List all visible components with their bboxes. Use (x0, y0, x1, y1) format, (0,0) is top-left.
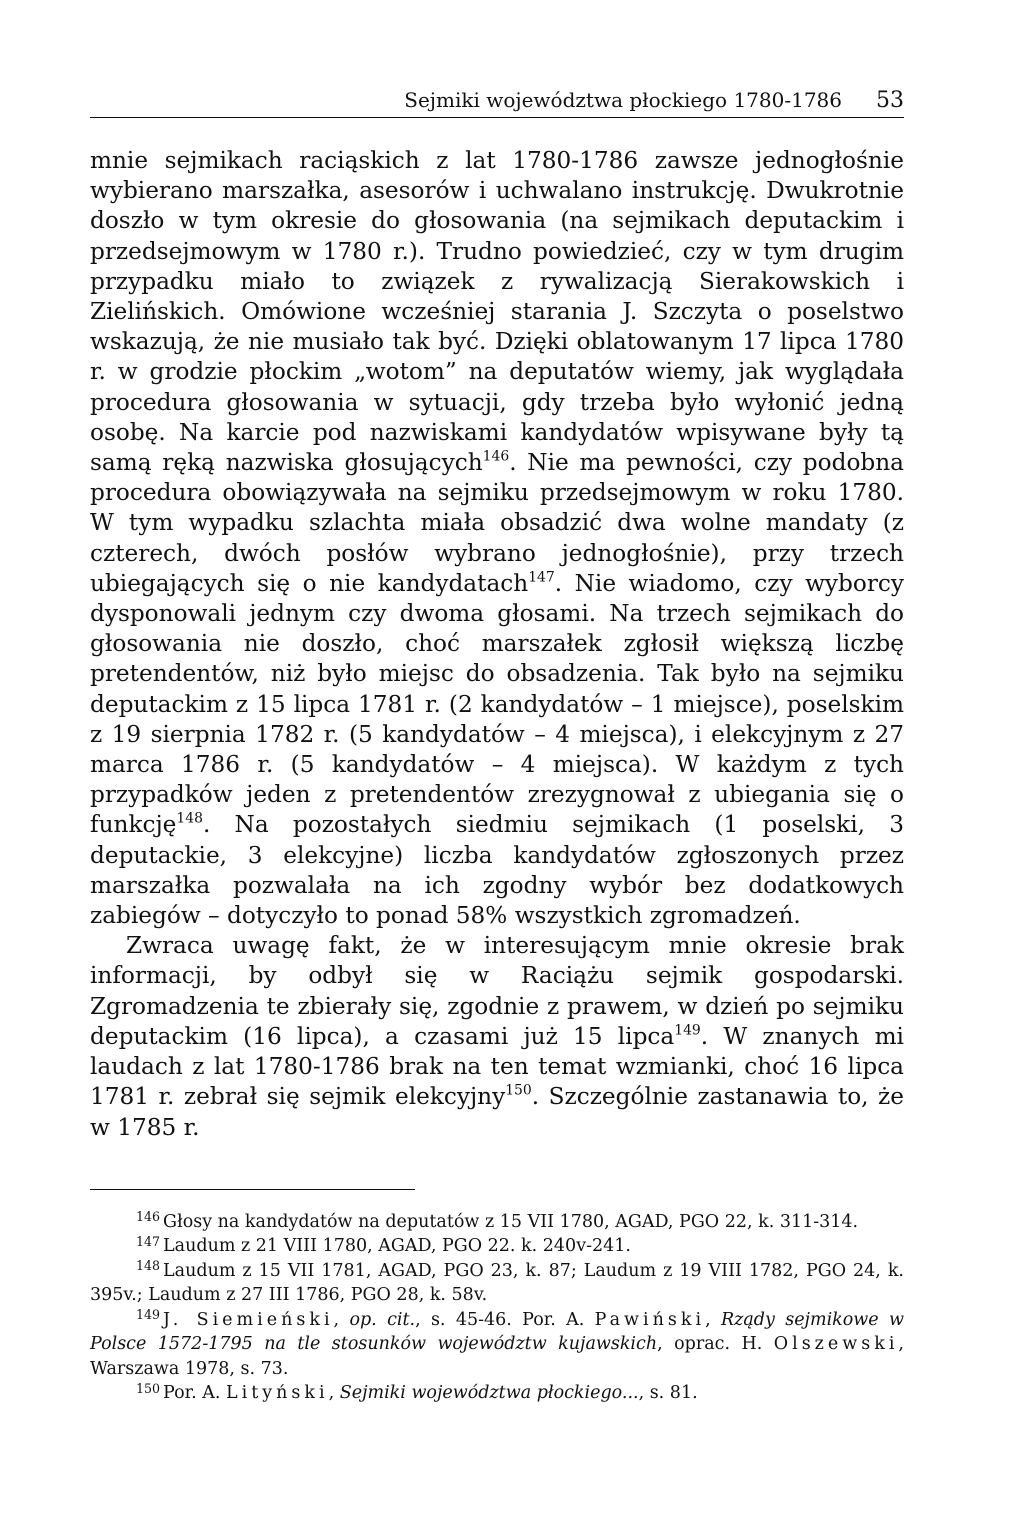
author-name: Olszewski (773, 1334, 899, 1355)
footnote-150 (90, 1381, 904, 1406)
footnote-147 (90, 1234, 904, 1259)
book-title: Rządy sejmikowe w Polsce 1572-1795 na tle stosunków województw kujawskich (90, 1309, 904, 1355)
footnote-ref-149[interactable]: 149 (674, 1022, 701, 1039)
footnote-text: Laudum z 21 VIII 1780, AGAD, PGO 22. k. 240v-241. (163, 1236, 631, 1257)
footnote-text: , (333, 1309, 350, 1330)
footnote-number: 147 (136, 1233, 161, 1249)
footnote-text: , (328, 1383, 340, 1404)
footnote-number: 146 (136, 1209, 161, 1225)
paragraph-1 (90, 146, 904, 931)
book-title: Sejmiki województwa płockiego... (339, 1383, 639, 1404)
page-number: 53 (876, 88, 904, 113)
citation-italic: op. cit. (349, 1309, 416, 1330)
footnote-ref-150[interactable]: 150 (505, 1082, 532, 1099)
footnote-number: 148 (136, 1258, 161, 1274)
footnote-146 (90, 1210, 904, 1235)
text-run: mnie sejmikach raciąskich z lat 1780-1786 zawsze jednogłośnie wybierano marszałka, asesorów i uchwalano instrukcję. Dwukrotnie doszło w tym okresie do głosowania (na sejmikach deputackim i przedsejmowym w 1780 r.). Trudno powiedzieć, czy w tym drugim przypadku miało to związek z rywalizacją Sierakowskich i Zielińskich. Omówione wcześniej starania J. Szczyta o poselstwo wskazują, że nie musiało tak być. Dzięki oblatowanym 17 lipca 1780 r. w grodzie płockim „wotom” na deputatów wiemy, jak wyglądała procedura głosowania w sytuacji, gdy trzeba było wyłonić jedną osobę. Na karcie pod nazwiskami kandydatów wpisywane były tą samą ręką nazwiska głosujących (90, 147, 904, 477)
footnote-text: , s. 45-46. Por. A. (415, 1309, 595, 1330)
footnotes (90, 1210, 904, 1406)
footnote-149 (90, 1308, 904, 1382)
footnote-text: Por. A. (163, 1383, 226, 1404)
footnote-ref-147[interactable]: 147 (528, 569, 555, 586)
footnote-text: Głosy na kandydatów na deputatów z 15 VII 1780, AGAD, PGO 22, k. 311-314. (163, 1211, 859, 1232)
text-run: . Nie ma pewności, czy podobna procedura obowiązywała na sejmiku przedsejmowym w roku 1780. W tym wypadku szlachta miała obsadzić dwa wolne mandaty (z czterech, dwóch posłów wybrano jednogłośnie), przy trzech ubiegających się o nie kandydatach (90, 449, 905, 597)
text-run: Zwraca uwagę fakt, że w interesującym mnie okresie brak informacji, by odbył się w Raciążu sejmik gospodarski. Zgromadzenia te zbierały się, zgodnie z prawem, w dzień po sejmiku deputackim (16 lipca), a czasami już 15 lipca (90, 932, 904, 1050)
footnote-separator (90, 1189, 415, 1190)
footnote-ref-146[interactable]: 146 (482, 448, 510, 465)
footnote-text: , (705, 1309, 721, 1330)
footnote-number: 149 (136, 1307, 161, 1323)
footnote-text: Laudum z 15 VII 1781, AGAD, PGO 23, k. 87; Laudum z 19 VIII 1782, PGO 24, k. 395v.; Laudum z 27 III 1786, PGO 28, k. 58v. (90, 1260, 904, 1306)
author-name: Pawiński (594, 1309, 706, 1330)
running-header (90, 88, 904, 118)
author-name: Lityński (225, 1383, 329, 1404)
main-text (90, 146, 904, 1143)
footnote-148 (90, 1259, 904, 1308)
text-run: . W znanych mi laudach z lat 1780-1786 brak na ten temat wzmianki, choć 16 lipca 1781 r. zebrał się sejmik elekcyjny (90, 1022, 904, 1111)
footnote-ref-148[interactable]: 148 (176, 810, 203, 827)
footnote-text: , oprac. H. (657, 1334, 774, 1355)
running-title: Sejmiki województwa płockiego 1780-1786 (404, 88, 842, 112)
footnote-text: , s. 81. (638, 1383, 698, 1404)
text-run: . Nie wiadomo, czy wyborcy dysponowali jednym czy dwoma głosami. Na trzech sejmikach do głosowania nie doszło, choć marszałek zgłosił większą liczbę pretendentów, niż było miejsc do obsadzenia. Tak było na sejmiku deputackim z 15 lipca 1781 r. (2 kandydatów – 1 miejsce), poselskim z 19 sierpnia 1782 r. (5 kandydatów – 4 miejsca), i elekcyjnym z 27 marca 1786 r. (5 kandydatów – 4 miejsca). W każdym z tych przypadków jeden z pretendentów zrezygnował z ubiegania się o funkcję (90, 569, 904, 839)
footnote-number: 150 (136, 1380, 161, 1396)
page (90, 88, 904, 1406)
footnote-text: , Warszawa 1978, s. 73. (90, 1334, 904, 1379)
text-run: . Szczególnie zastanawia to, że w 1785 r. (90, 1083, 904, 1141)
text-run: . Na pozostałych siedmiu sejmikach (1 poselski, 3 deputackie, 3 elekcyjne) liczba kandydatów zgłoszonych przez marszałka pozwalała na ich zgodny wybór bez dodatkowych zabiegów – dotyczyło to ponad 58% wszystkich zgromadzeń. (90, 811, 904, 930)
paragraph-2 (90, 931, 904, 1142)
author-name: J. Siemieński (163, 1309, 334, 1330)
